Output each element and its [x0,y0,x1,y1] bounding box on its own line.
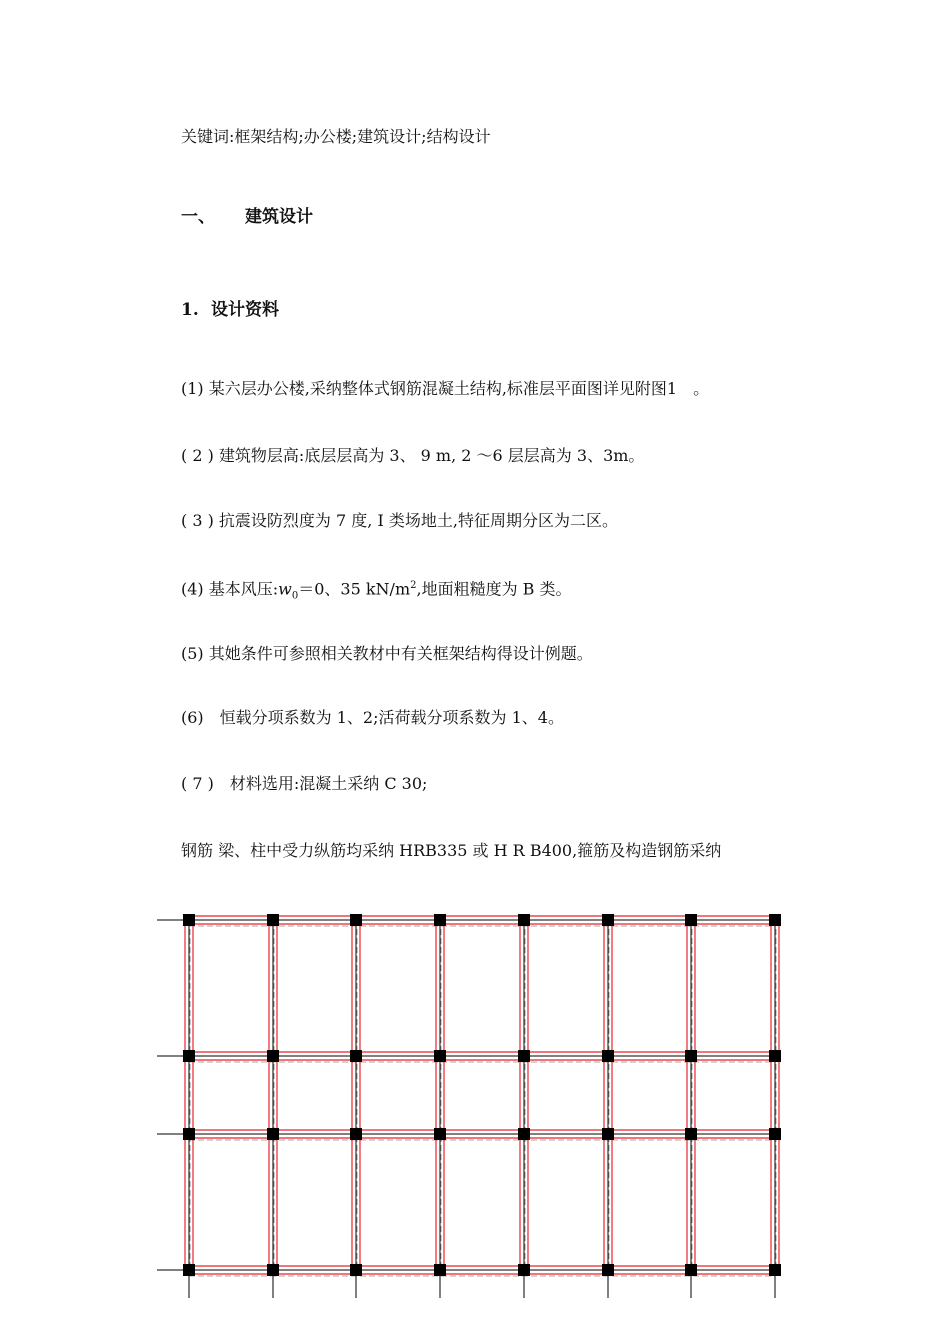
column-r4-c6 [602,1264,614,1276]
column-r4-c2 [267,1264,279,1276]
column-r4-c4 [434,1264,446,1276]
column-r2-c8 [769,1050,781,1062]
column-r3-c7 [685,1128,697,1140]
column-r4-c7 [685,1264,697,1276]
column-r1-c4 [434,914,446,926]
item-7: ( 7 ) 材料选用:混凝土采纳 C 30; [181,774,428,793]
column-r2-c6 [602,1050,614,1062]
column-r2-c4 [434,1050,446,1062]
column-r3-c3 [350,1128,362,1140]
column-r1-c2 [267,914,279,926]
column-r3-c5 [518,1128,530,1140]
column-r1-c8 [769,914,781,926]
column-r3-c8 [769,1128,781,1140]
column-r4-c3 [350,1264,362,1276]
column-r1-c6 [602,914,614,926]
column-r1-c5 [518,914,530,926]
subsection-title: 设计资料 [211,300,279,320]
item-1: (1) 某六层办公楼,采纳整体式钢筋混凝土结构,标准层平面图详见附图1 。 [181,379,710,398]
subsection-number: 1. [181,300,199,320]
item-4: (4) 基本风压$:w_0=0$、35 $kN/m^2$,地面粗糙度为 B 类。 [181,579,572,602]
item-3: ( 3 ) 抗震设防烈度为 7 度, Ⅰ 类场地土,特征周期分区为二区。 [181,511,618,530]
column-r2-c1 [183,1050,195,1062]
keywords-line: 关键词:框架结构;办公楼;建筑设计;结构设计 [181,127,491,146]
column-r1-c1 [183,914,195,926]
column-r4-c8 [769,1264,781,1276]
item-8: 钢筋 梁、柱中受力纵筋均采纳 HRB335 或 H R B400,箍筋及构造钢筋采纳 [181,841,722,860]
item-5: (5) 其她条件可参照相关教材中有关框架结构得设计例题。 [181,644,593,663]
column-r2-c5 [518,1050,530,1062]
column-r3-c6 [602,1128,614,1140]
column-r1-c7 [685,914,697,926]
column-r4-c5 [518,1264,530,1276]
column-r3-c2 [267,1128,279,1140]
column-r1-c3 [350,914,362,926]
column-r4-c1 [183,1264,195,1276]
item-2: ( 2 ) 建筑物层高:底层层高为 3、 9 m, 2 ～6 层层高为 3、3m。 [181,446,645,465]
column-r2-c3 [350,1050,362,1062]
item-6: (6) 恒载分项系数为 1、2;活荷载分项系数为 1、4。 [181,708,564,727]
column-r3-c1 [183,1128,195,1140]
column-r2-c2 [267,1050,279,1062]
section-title: 建筑设计 [245,207,313,227]
section-number: 一、 [181,207,215,227]
column-r2-c7 [685,1050,697,1062]
column-r3-c4 [434,1128,446,1140]
